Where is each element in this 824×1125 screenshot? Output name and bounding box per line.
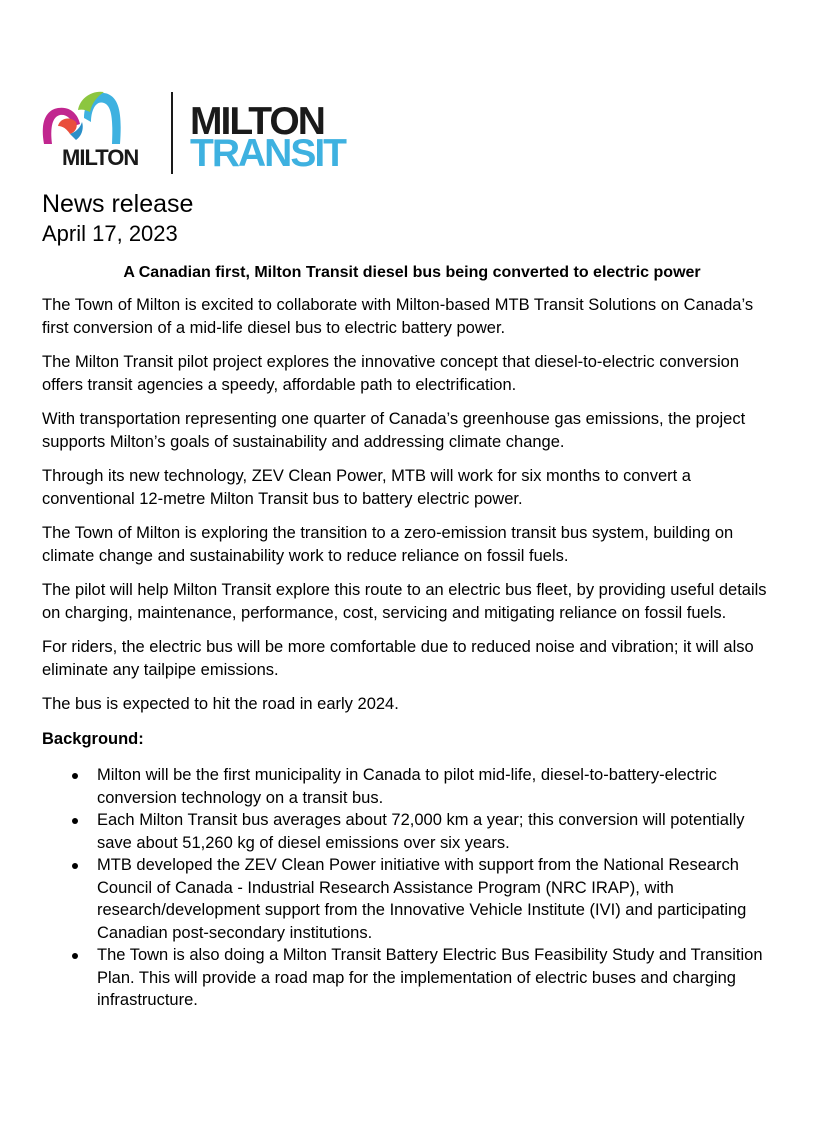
list-item-text: Milton will be the first municipality in Canada to pilot mid-life, diesel-to-battery-electric conversion technology on a transit bus. — [97, 766, 717, 807]
bullet-icon — [72, 773, 78, 779]
paragraph: The bus is expected to hit the road in early 2024. — [42, 695, 399, 713]
paragraph: The Milton Transit pilot project explores the innovative concept that diesel-to-electric conversion offers transit agencies a speedy, affordable path to electrification. — [42, 353, 740, 394]
transit-logo-milton: MILTON — [190, 100, 324, 143]
transit-logo-transit: TRANSIT — [190, 132, 345, 175]
page-title: News release — [42, 190, 194, 218]
town-of-milton-logo — [40, 88, 165, 174]
headline: A Canadian first, Milton Transit diesel bus being converted to electric power — [123, 264, 701, 281]
bullet-icon — [72, 863, 78, 869]
bullet-icon — [72, 953, 78, 959]
list-item-text: Each Milton Transit bus averages about 72,000 km a year; this conversion will potentially save about 51,260 kg of diesel emissions over six years. — [97, 811, 745, 852]
list-item — [42, 944, 782, 1012]
paragraph: The Town of Milton is exploring the transition to a zero-emission transit bus system, building on climate change and sustainability work to reduce reliance on fossil fuels. — [42, 524, 734, 565]
list-item — [42, 854, 782, 944]
logo-divider — [171, 92, 173, 174]
list-item — [42, 764, 782, 809]
milton-wordmark: MILTON — [62, 145, 139, 170]
background-heading: Background: — [42, 729, 144, 748]
paragraph: For riders, the electric bus will be more comfortable due to reduced noise and vibration; it will also eliminate any tailpipe emissions. — [42, 638, 754, 679]
paragraph: Through its new technology, ZEV Clean Power, MTB will work for six months to convert a conventional 12-metre Milton Transit bus to battery electric power. — [42, 467, 691, 508]
paragraph: With transportation representing one quarter of Canada’s greenhouse gas emissions, the project supports Milton’s goals of sustainability and addressing climate change. — [42, 410, 746, 451]
paragraph: The pilot will help Milton Transit explore this route to an electric bus fleet, by providing useful details on charging, maintenance, performance, cost, servicing and mitigating reliance on fossil fuels. — [42, 581, 767, 622]
list-item-text: MTB developed the ZEV Clean Power initiative with support from the National Research Council of Canada - Industrial Research Assistance Program (NRC IRAP), with research/development support from the Innovative Vehicle Institute (IVI) and participating Canadian post-secondary institutions. — [97, 856, 747, 942]
body-text — [42, 294, 782, 1012]
paragraph: The Town of Milton is excited to collaborate with Milton-based MTB Transit Solutions on Canada’s first conversion of a mid-life diesel bus to electric battery power. — [42, 296, 754, 337]
bullet-icon — [72, 818, 78, 824]
logo-header — [40, 88, 360, 178]
milton-m-mark-icon — [40, 88, 122, 150]
list-item-text: The Town is also doing a Milton Transit Battery Electric Bus Feasibility Study and Transition Plan. This will provide a road map for the implementation of electric buses and charging infrastructure. — [97, 946, 763, 1009]
milton-transit-logo — [190, 102, 360, 174]
release-date: April 17, 2023 — [42, 221, 178, 246]
list-item — [42, 809, 782, 854]
background-list — [42, 764, 782, 1012]
